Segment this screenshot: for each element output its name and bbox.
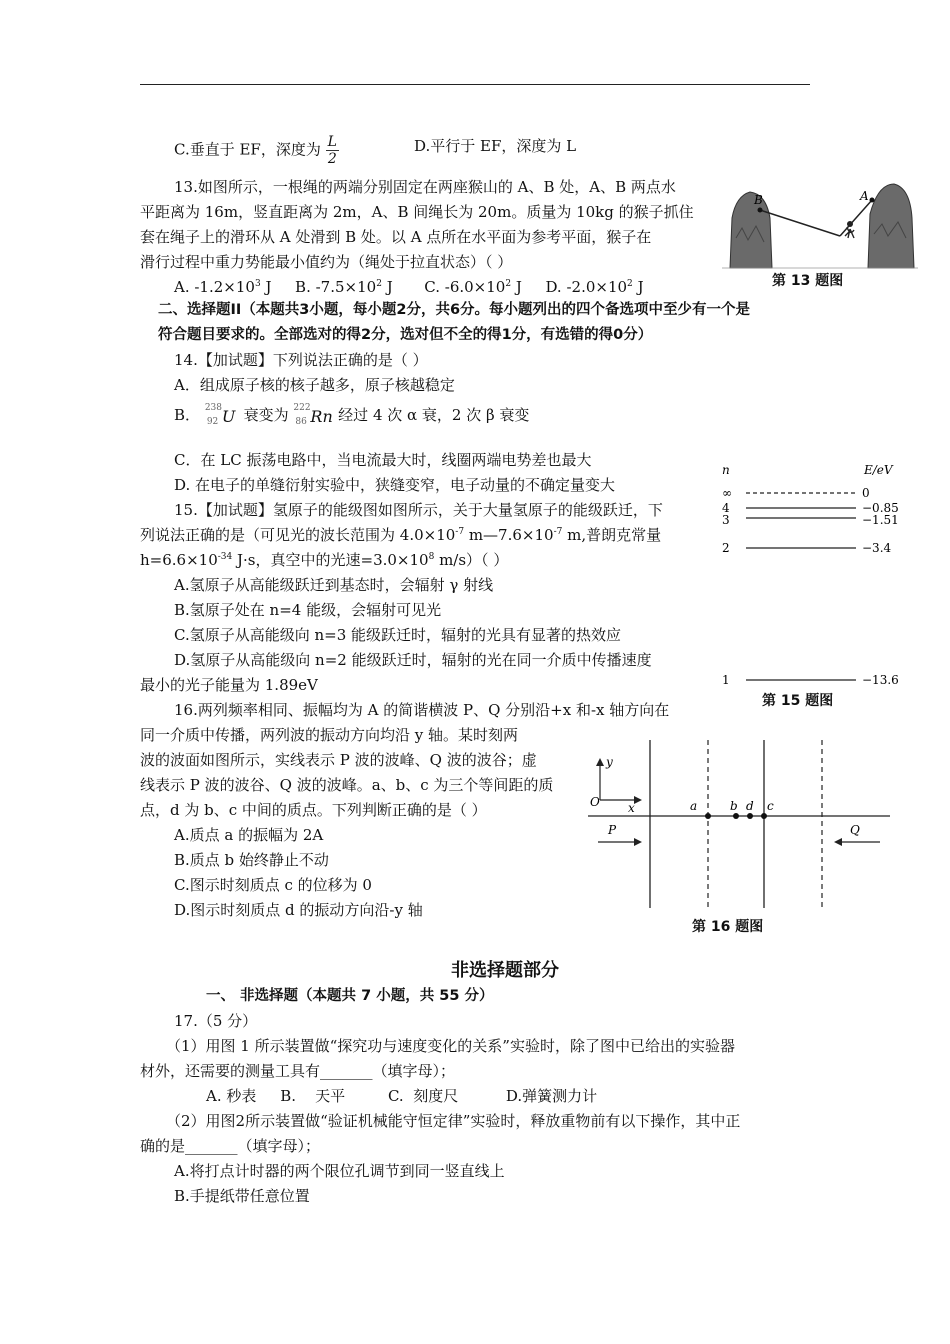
section2-line-2: 符合题目要求的。全部选对的得2分，选对但不全的得1分，有选错的得0分） [158, 327, 653, 343]
q13-options [174, 275, 644, 299]
q16-option-a: A.质点 a 的振幅为 2A [174, 826, 324, 844]
q16-option-b: B.质点 b 始终静止不动 [174, 851, 329, 869]
fig16-caption: 第 16 题图 [692, 919, 764, 935]
q12-option-d: D.平行于 EF，深度为 L [414, 137, 577, 155]
q14-option-d: D. 在电子的单缝衍射实验中，狭缝变窄，电子动量的不确定量变大 [174, 476, 616, 494]
q14-option-a: A．组成原子核的核子越多，原子核越稳定 [174, 376, 455, 394]
q17-part1-line-1: （1）用图 1 所示装置做“探究功与速度变化的关系”实验时，除了图中已给出的实验器 [166, 1037, 735, 1055]
nuclide-rn222: 222 86 Rn [293, 403, 333, 427]
q12-option-c: C.垂直于 EF，深度为 $\frac{L}{2}$ [174, 134, 337, 167]
part2-subtitle: 一、 非选择题（本题共 7 小题，共 55 分） [206, 988, 494, 1004]
fig13-label-b: B [754, 193, 763, 207]
level-n-3: 3 [722, 513, 730, 527]
q13-line-1: 13.如图所示，一根绳的两端分别固定在两座猴山的 A、B 处，A、B 两点水 [174, 178, 676, 196]
q15-line-1: 15.【加试题】氢原子的能级图如图所示，关于大量氢原子的能级跃迁，下 [174, 501, 663, 519]
fig16-o-label: O [590, 795, 600, 809]
q15-option-c: C.氢原子从高能级向 n=3 能级跃迁时，辐射的光具有显著的热效应 [174, 626, 622, 644]
part2-title: 非选择题部分 [451, 960, 559, 981]
fig15-caption: 第 15 题图 [762, 693, 834, 709]
q13-option-c: C. $-6.0\times 10^2$ J [424, 278, 522, 296]
q14-option-b: B． 238 92 U 衰变为 222 86 Rn 经过 4 次 α 衰，2 次 β 衰变 [174, 403, 530, 427]
nuclide-u238: 238 92 U [204, 403, 236, 427]
fraction-l-over-2: $\frac{L}{2}$ [327, 134, 337, 167]
q17-option-a: A.将打点计时器的两个限位孔调节到同一竖直线上 [174, 1162, 505, 1180]
q13-line-2: 平距离为 16m，竖直距离为 2m，A、B 间绳长为 20m。质量为 10kg 的猴子抓住 [140, 203, 694, 221]
wave-front-diagram [588, 738, 890, 914]
q13-line-4: 滑行过程中重力势能最小值约为（绳处于拉直状态）（ ） [140, 253, 513, 271]
fig16-p-label: P [608, 823, 617, 837]
q16-line-1: 16.两列频率相同、振幅均为 A 的简谐横波 P、Q 分别沿+x 和-x 轴方向在 [174, 701, 670, 719]
fig16-a-label: a [690, 799, 698, 813]
q16-option-c: C.图示时刻质点 c 的位移为 0 [174, 876, 372, 894]
level-n-inf: ∞ [722, 486, 732, 500]
q15-option-a: A.氢原子从高能级跃迁到基态时，会辐射 γ 射线 [174, 576, 494, 594]
fig16-y-label: y [606, 755, 613, 769]
q13-option-a: A. $-1.2\times 10^3$ J [174, 278, 272, 296]
q17-option-b: B.手提纸带任意位置 [174, 1187, 310, 1205]
q17-part1-line-2: 材外，还需要的测量工具有_______（填字母）； [140, 1062, 456, 1080]
q17-part2-line-1: （2）用图2所示装置做“验证机械能守恒定律”实验时，释放重物前有以下操作，其中正 [166, 1112, 741, 1130]
level-e-inf: 0 [862, 486, 870, 500]
q16-line-4: 线表示 P 波的波谷、Q 波的波峰。a、b、c 为三个等间距的质 [140, 776, 554, 794]
level-n-4: 4 [722, 501, 730, 515]
section2-line-1: 二、选择题II（本题共3小题，每小题2分，共6分。每小题列出的四个备选项中至少有一个是 [158, 302, 751, 318]
fig16-q-label: Q [850, 823, 860, 837]
q14-option-c: C．在 LC 振荡电路中，当电流最大时，线圈两端电势差也最大 [174, 451, 592, 469]
q17-part2-line-2: 确的是_______（填字母）； [140, 1137, 321, 1155]
level-e-1: −13.6 [862, 673, 899, 687]
q13-option-b: B. $-7.5\times 10^2$ J [295, 278, 393, 296]
level-e-4: −0.85 [862, 501, 899, 515]
q13-line-3: 套在绳子上的滑环从 A 处滑到 B 处。以 A 点所在水平面为参考平面，猴子在 [140, 228, 652, 246]
header-rule [140, 84, 810, 85]
fig16-b-label: b [730, 799, 738, 813]
fig16-c-label: c [767, 799, 774, 813]
q17-part1-options: A. 秒表 B. 天平 C. 刻度尺 D.弹簧测力计 [206, 1087, 598, 1105]
fig15-e-header: E/eV [864, 463, 893, 477]
level-e-2: −3.4 [862, 541, 892, 555]
figure-16 [588, 738, 890, 938]
figure-13 [722, 178, 918, 296]
fig15-n-header: n [722, 463, 730, 477]
q13-option-d: D. $-2.0\times 10^2$ J [545, 278, 644, 296]
q15-line-3: $h=6.6\times 10^{-34}$ J·s，真空中的光速$=3.0\times 10^8$ m/s）（ ） [140, 551, 509, 569]
q15-option-b: B.氢原子处在 n=4 能级，会辐射可见光 [174, 601, 442, 619]
q16-line-5: 点，d 为 b、c 中间的质点。下列判断正确的是（ ） [140, 801, 487, 819]
q15-line-2: 列说法正确的是（可见光的波长范围为 $4.0\times 10^{-7}$ $m—7.6\times 10^{-7}$ m,普朗克常量 [140, 526, 662, 544]
q14-stem: 14.【加试题】下列说法正确的是（ ） [174, 351, 428, 369]
q16-line-2: 同一介质中传播，两列波的振动方向均沿 y 轴。某时刻两 [140, 726, 519, 744]
fig13-label-a: A [860, 189, 869, 203]
level-n-1: 1 [722, 673, 730, 687]
fig16-x-label: x [628, 801, 635, 815]
q17-head: 17.（5 分） [174, 1012, 258, 1030]
q15-option-d-line-2: 最小的光子能量为 1.89eV [140, 676, 318, 694]
fig16-d-label: d [746, 799, 754, 813]
energy-level-diagram [716, 458, 916, 688]
figure-15 [716, 458, 916, 714]
q15-option-d-line-1: D.氢原子从高能级向 n=2 能级跃迁时，辐射的光在同一介质中传播速度 [174, 651, 652, 669]
q16-line-3: 波的波面如图所示，实线表示 P 波的波峰、Q 波的波谷；虚 [140, 751, 537, 769]
q16-option-d: D.图示时刻质点 d 的振动方向沿-y 轴 [174, 901, 423, 919]
level-e-3: −1.51 [862, 513, 899, 527]
fig13-caption: 第 13 题图 [772, 273, 844, 289]
level-n-2: 2 [722, 541, 730, 555]
